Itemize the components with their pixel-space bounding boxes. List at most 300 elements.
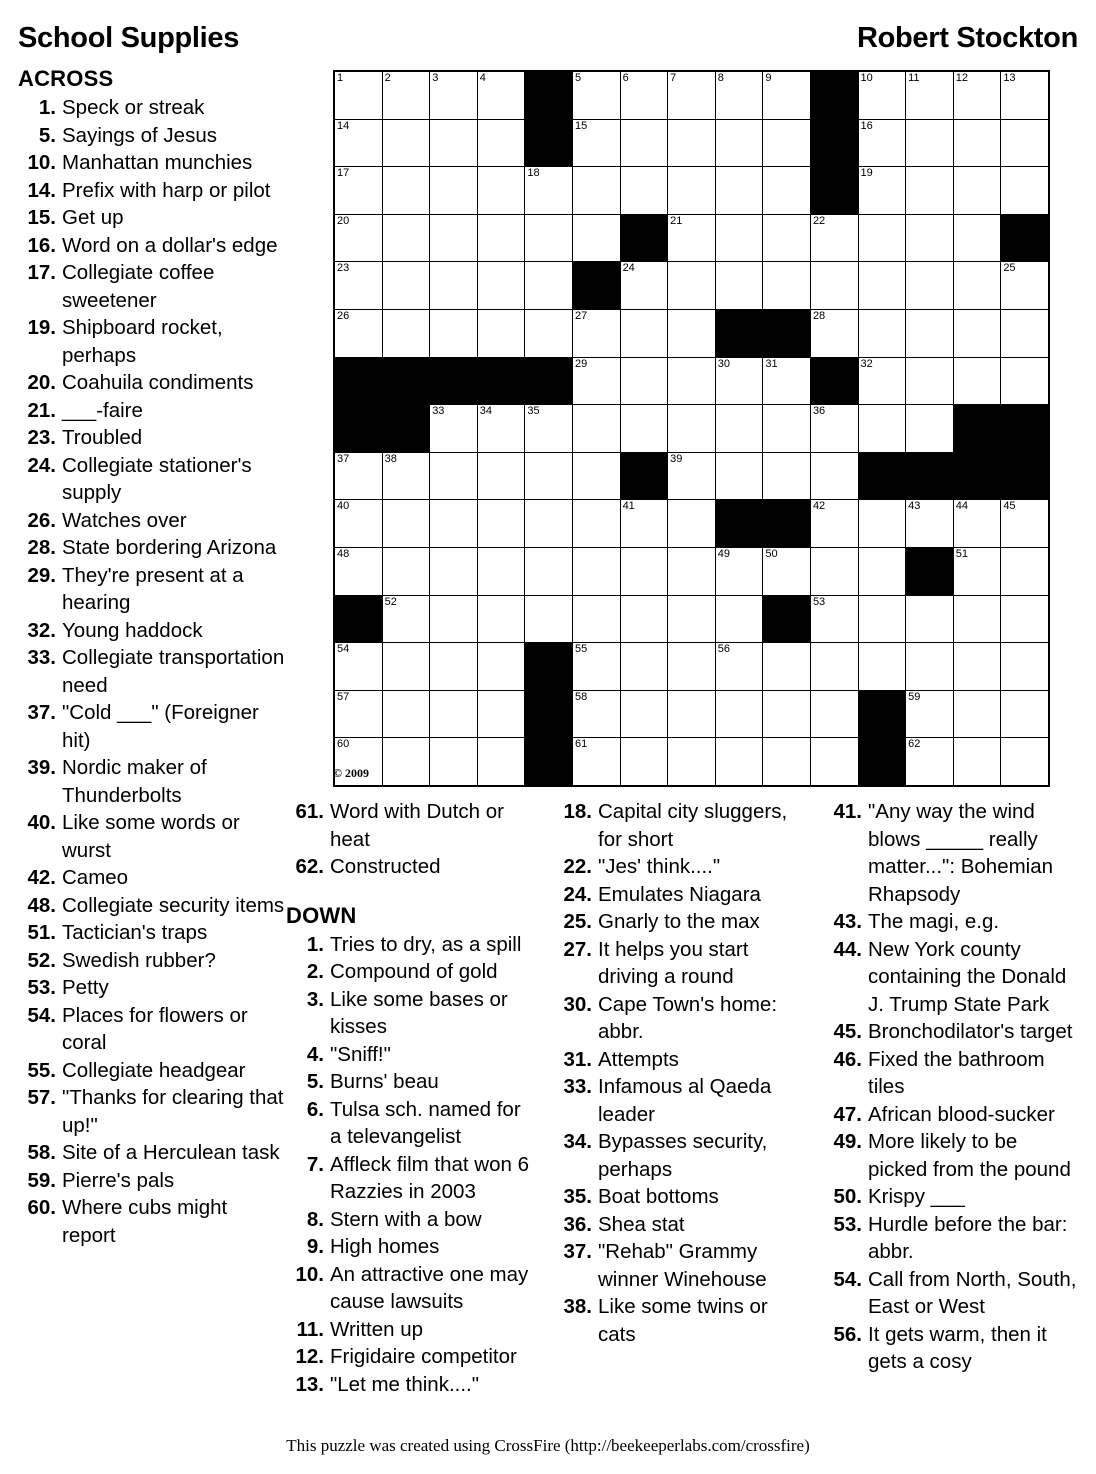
grid-cell[interactable] <box>430 547 478 595</box>
grid-cell[interactable] <box>334 262 382 310</box>
grid-cell[interactable] <box>382 595 430 643</box>
grid-cell[interactable] <box>763 547 811 595</box>
grid-cell[interactable] <box>953 214 1001 262</box>
grid-cell[interactable] <box>1001 690 1049 738</box>
grid-cell[interactable] <box>572 500 620 548</box>
grid-cell[interactable] <box>477 167 525 215</box>
grid-cell[interactable] <box>525 452 573 500</box>
grid-cell[interactable] <box>668 71 716 119</box>
grid-cell[interactable] <box>953 547 1001 595</box>
grid-cell[interactable] <box>620 738 668 786</box>
grid-cell[interactable] <box>906 405 954 453</box>
grid-cell[interactable] <box>858 643 906 691</box>
clue-text: Fixed the bathroom tiles <box>868 1047 1045 1098</box>
across-clue-item <box>18 644 286 699</box>
grid-cell[interactable] <box>525 214 573 262</box>
grid-cell-number: 54 <box>337 643 350 656</box>
grid-cell[interactable] <box>763 738 811 786</box>
grid-cell-number: 22 <box>812 214 826 227</box>
grid-cell[interactable] <box>810 214 858 262</box>
clue-text: Attempts <box>598 1047 679 1071</box>
grid-cell[interactable] <box>477 690 525 738</box>
grid-cell[interactable] <box>382 309 430 357</box>
copyright-notice: © 2009 <box>333 766 369 780</box>
clue-number: 59. <box>27 1168 56 1192</box>
grid-cell[interactable] <box>477 547 525 595</box>
grid-cell[interactable] <box>477 119 525 167</box>
grid-cell[interactable] <box>668 452 716 500</box>
grid-cell-number: 31 <box>765 357 778 370</box>
grid-cell[interactable] <box>1001 262 1049 310</box>
grid-cell-number: 3 <box>432 72 439 84</box>
clue-number: 51. <box>27 921 56 944</box>
across-clue-item <box>18 94 286 122</box>
grid-cell-block <box>620 214 668 262</box>
clue-text: An attractive one may cause lawsuits <box>330 1262 529 1313</box>
grid-cell[interactable] <box>525 262 573 310</box>
grid-cell[interactable] <box>763 262 811 310</box>
grid-cell[interactable] <box>858 357 906 405</box>
down-clue-item <box>824 798 1078 908</box>
grid-cell[interactable] <box>430 690 478 738</box>
clue-text: Pierre's pals <box>62 1168 175 1192</box>
across-clue-item <box>18 1002 286 1057</box>
grid-row <box>334 452 1049 500</box>
clue-text: "Let me think...." <box>330 1372 480 1396</box>
grid-cell[interactable] <box>906 738 954 786</box>
crossword-grid[interactable] <box>333 70 1050 787</box>
grid-cell[interactable] <box>953 595 1001 643</box>
grid-cell[interactable] <box>525 595 573 643</box>
grid-cell[interactable] <box>430 452 478 500</box>
grid-cell[interactable] <box>906 357 954 405</box>
grid-cell[interactable] <box>477 262 525 310</box>
grid-cell[interactable] <box>763 71 811 119</box>
grid-cell[interactable] <box>858 167 906 215</box>
grid-cell[interactable] <box>382 547 430 595</box>
clue-number: 18. <box>563 800 592 823</box>
grid-cell[interactable] <box>334 167 382 215</box>
grid-cell[interactable] <box>906 500 954 548</box>
grid-cell[interactable] <box>715 547 763 595</box>
across-clue-item <box>18 204 286 232</box>
grid-cell[interactable] <box>810 309 858 357</box>
grid-cell[interactable] <box>477 595 525 643</box>
grid-cell[interactable] <box>858 71 906 119</box>
grid-cell[interactable] <box>382 214 430 262</box>
grid-cell-number: 15 <box>574 119 588 132</box>
grid-cell[interactable] <box>763 690 811 738</box>
grid-cell[interactable] <box>572 452 620 500</box>
grid-cell[interactable] <box>953 262 1001 310</box>
across-heading: ACROSS <box>18 66 114 91</box>
clue-number: 37. <box>563 1240 592 1263</box>
grid-cell[interactable] <box>715 738 763 786</box>
grid-cell[interactable] <box>715 643 763 691</box>
down-clue-item <box>286 1261 536 1316</box>
grid-cell[interactable] <box>572 547 620 595</box>
grid-cell[interactable] <box>382 262 430 310</box>
grid-cell[interactable] <box>382 71 430 119</box>
grid-cell[interactable] <box>382 690 430 738</box>
grid-cell[interactable] <box>572 167 620 215</box>
clue-number: 4. <box>306 1042 324 1066</box>
clue-text: Collegiate stationer's supply <box>62 453 252 504</box>
across-clue-item <box>18 892 286 920</box>
grid-cell[interactable] <box>430 71 478 119</box>
clue-number: 53. <box>833 1212 862 1236</box>
grid-cell-block <box>810 167 858 215</box>
grid-cell[interactable] <box>810 405 858 453</box>
grid-cell[interactable] <box>572 71 620 119</box>
down-clue-item <box>554 1073 806 1128</box>
grid-cell[interactable] <box>668 119 716 167</box>
grid-cell[interactable] <box>953 643 1001 691</box>
down-clue-item <box>554 1211 806 1239</box>
grid-cell[interactable] <box>620 71 668 119</box>
down-clue-list-continued <box>554 798 806 1348</box>
down-clue-item <box>286 1151 536 1206</box>
grid-cell[interactable] <box>1001 71 1049 119</box>
grid-cell[interactable] <box>477 643 525 691</box>
grid-cell[interactable] <box>715 357 763 405</box>
grid-cell[interactable] <box>668 547 716 595</box>
grid-cell[interactable] <box>906 214 954 262</box>
grid-cell[interactable] <box>810 643 858 691</box>
grid-cell[interactable] <box>430 214 478 262</box>
grid-cell[interactable] <box>668 500 716 548</box>
grid-cell-number: 20 <box>337 214 350 227</box>
grid-cell[interactable] <box>763 643 811 691</box>
clue-text: Shea stat <box>598 1212 685 1236</box>
grid-cell[interactable] <box>525 405 573 453</box>
grid-cell[interactable] <box>953 71 1001 119</box>
grid-cell[interactable] <box>1001 547 1049 595</box>
grid-cell-number: 50 <box>765 547 778 560</box>
grid-cell[interactable] <box>620 643 668 691</box>
grid-cell-number: 7 <box>670 72 677 84</box>
grid-cell[interactable] <box>620 500 668 548</box>
grid-cell[interactable] <box>715 214 763 262</box>
grid-cell[interactable] <box>430 405 478 453</box>
grid-cell[interactable] <box>430 262 478 310</box>
grid-cell[interactable] <box>334 214 382 262</box>
clue-text: Speck or streak <box>62 96 205 119</box>
grid-cell-number: 17 <box>337 167 350 180</box>
grid-cell[interactable] <box>334 119 382 167</box>
across-clue-item <box>18 754 286 809</box>
clue-number: 47. <box>833 1102 862 1126</box>
grid-cell[interactable] <box>430 738 478 786</box>
grid-cell[interactable] <box>477 71 525 119</box>
grid-cell[interactable] <box>668 357 716 405</box>
grid-cell-block <box>477 357 525 405</box>
grid-cell[interactable] <box>430 595 478 643</box>
grid-cell[interactable] <box>620 405 668 453</box>
clue-number: 33. <box>27 646 56 669</box>
grid-cell[interactable] <box>858 547 906 595</box>
grid-cell[interactable] <box>858 309 906 357</box>
grid-cell[interactable] <box>715 71 763 119</box>
grid-cell[interactable] <box>668 595 716 643</box>
clue-column-2 <box>554 798 806 1398</box>
grid-cell[interactable] <box>430 500 478 548</box>
grid-cell[interactable] <box>858 262 906 310</box>
grid-cell[interactable] <box>620 547 668 595</box>
across-clue-item <box>18 1057 286 1085</box>
down-clue-item <box>554 881 806 909</box>
grid-cell[interactable] <box>906 119 954 167</box>
grid-cell[interactable] <box>477 309 525 357</box>
grid-cell-number: 2 <box>384 72 391 84</box>
clue-number: 10. <box>27 151 56 174</box>
grid-cell[interactable] <box>763 452 811 500</box>
grid-cell[interactable] <box>572 690 620 738</box>
grid-cell[interactable] <box>334 452 382 500</box>
grid-cell[interactable] <box>382 119 430 167</box>
grid-cell[interactable] <box>334 71 382 119</box>
grid-cell-block <box>525 690 573 738</box>
grid-cell[interactable] <box>430 309 478 357</box>
grid-cell-number: 37 <box>337 452 350 465</box>
grid-cell[interactable] <box>763 119 811 167</box>
grid-cell[interactable] <box>572 405 620 453</box>
grid-cell[interactable] <box>810 547 858 595</box>
clue-number: 32. <box>27 618 56 642</box>
grid-cell[interactable] <box>953 309 1001 357</box>
across-clue-item <box>18 534 286 562</box>
across-clue-item <box>18 864 286 892</box>
grid-cell[interactable] <box>525 309 573 357</box>
grid-cell[interactable] <box>620 595 668 643</box>
grid-cell-number: 51 <box>955 547 968 560</box>
clue-text: Call from North, South, East or West <box>868 1267 1077 1318</box>
grid-cell[interactable] <box>382 167 430 215</box>
grid-cell[interactable] <box>906 309 954 357</box>
clue-number: 38. <box>563 1295 592 1318</box>
grid-cell[interactable] <box>1001 738 1049 786</box>
grid-cell[interactable] <box>763 214 811 262</box>
grid-cell[interactable] <box>906 167 954 215</box>
across-clue-item <box>18 424 286 452</box>
grid-cell[interactable] <box>620 262 668 310</box>
grid-row <box>334 357 1049 405</box>
grid-cell[interactable] <box>620 690 668 738</box>
grid-cell[interactable] <box>953 119 1001 167</box>
grid-cell[interactable] <box>715 119 763 167</box>
grid-cell[interactable] <box>906 262 954 310</box>
grid-cell[interactable] <box>668 405 716 453</box>
grid-cell-number: 9 <box>765 72 772 84</box>
down-clue-item <box>554 1128 806 1183</box>
grid-cell[interactable] <box>334 500 382 548</box>
grid-cell[interactable] <box>572 214 620 262</box>
grid-cell-number: 39 <box>670 452 683 465</box>
grid-cell[interactable] <box>763 405 811 453</box>
grid-cell[interactable] <box>382 452 430 500</box>
grid-cell-number: 53 <box>812 595 826 608</box>
grid-cell[interactable] <box>477 452 525 500</box>
across-clue-item <box>18 452 286 507</box>
grid-cell-block <box>763 500 811 548</box>
clue-text: Written up <box>330 1317 424 1341</box>
grid-cell[interactable] <box>572 309 620 357</box>
across-clue-item <box>18 1194 286 1249</box>
grid-cell[interactable] <box>715 262 763 310</box>
clue-number: 33. <box>563 1075 592 1098</box>
clue-text: They're present at a hearing <box>62 563 244 614</box>
grid-cell[interactable] <box>1001 643 1049 691</box>
grid-cell-block <box>1001 452 1049 500</box>
grid-cell[interactable] <box>715 595 763 643</box>
grid-cell[interactable] <box>1001 309 1049 357</box>
grid-cell[interactable] <box>810 452 858 500</box>
clue-text: Where cubs might report <box>62 1196 228 1247</box>
grid-cell[interactable] <box>1001 500 1049 548</box>
down-clue-item <box>286 1343 536 1371</box>
grid-cell[interactable] <box>334 643 382 691</box>
grid-cell[interactable] <box>1001 167 1049 215</box>
grid-cell[interactable] <box>1001 595 1049 643</box>
clue-number: 3. <box>306 987 324 1011</box>
grid-cell[interactable] <box>620 119 668 167</box>
grid-cell-block <box>525 643 573 691</box>
grid-cell[interactable] <box>668 262 716 310</box>
clue-number: 23. <box>27 426 56 449</box>
clue-text: High homes <box>330 1235 440 1258</box>
grid-cell[interactable] <box>334 309 382 357</box>
across-clue-column <box>18 66 286 1249</box>
grid-cell[interactable] <box>477 738 525 786</box>
grid-cell[interactable] <box>953 167 1001 215</box>
clue-number: 40. <box>27 811 56 834</box>
grid-cell[interactable] <box>477 214 525 262</box>
clue-number: 1. <box>38 96 56 119</box>
grid-cell[interactable] <box>382 500 430 548</box>
clue-number: 8. <box>306 1207 324 1231</box>
grid-cell[interactable] <box>906 71 954 119</box>
grid-cell[interactable] <box>810 738 858 786</box>
grid-cell[interactable] <box>858 214 906 262</box>
grid-cell[interactable] <box>430 643 478 691</box>
grid-cell[interactable] <box>572 119 620 167</box>
down-clue-item <box>286 1096 536 1151</box>
grid-cell[interactable] <box>1001 357 1049 405</box>
grid-cell[interactable] <box>382 738 430 786</box>
grid-cell[interactable] <box>953 738 1001 786</box>
grid-cell[interactable] <box>810 500 858 548</box>
grid-cell[interactable] <box>906 690 954 738</box>
grid-cell[interactable] <box>620 167 668 215</box>
grid-cell[interactable] <box>572 357 620 405</box>
grid-cell[interactable] <box>668 309 716 357</box>
grid-cell[interactable] <box>477 405 525 453</box>
grid-cell[interactable] <box>763 357 811 405</box>
down-clue-item <box>554 1183 806 1211</box>
clue-number: 17. <box>27 261 56 284</box>
clue-number: 43. <box>833 910 862 933</box>
clue-number: 31. <box>563 1047 592 1071</box>
grid-cell[interactable] <box>858 500 906 548</box>
grid-cell-number: 11 <box>908 72 920 84</box>
down-clue-list <box>286 931 536 1399</box>
clue-text: Capital city sluggers, for short <box>598 800 788 851</box>
grid-table[interactable] <box>333 70 1050 787</box>
grid-cell-block <box>810 71 858 119</box>
grid-cell[interactable] <box>953 357 1001 405</box>
grid-cell-number: 5 <box>574 72 582 84</box>
clue-number: 5. <box>38 123 56 147</box>
clue-text: African blood-sucker <box>868 1102 1055 1126</box>
grid-cell[interactable] <box>430 119 478 167</box>
grid-cell[interactable] <box>668 167 716 215</box>
grid-cell[interactable] <box>668 643 716 691</box>
grid-cell[interactable] <box>382 643 430 691</box>
grid-cell[interactable] <box>953 690 1001 738</box>
grid-cell[interactable] <box>763 167 811 215</box>
grid-cell[interactable] <box>525 500 573 548</box>
grid-cell[interactable] <box>668 214 716 262</box>
grid-cell[interactable] <box>810 690 858 738</box>
grid-cell[interactable] <box>810 595 858 643</box>
clue-text: Frigidaire competitor <box>330 1345 517 1368</box>
grid-row <box>334 643 1049 691</box>
clue-text: "Jes' think...." <box>598 855 721 878</box>
grid-cell[interactable] <box>477 500 525 548</box>
grid-cell[interactable] <box>525 547 573 595</box>
grid-cell[interactable] <box>572 643 620 691</box>
grid-cell[interactable] <box>810 262 858 310</box>
grid-cell[interactable] <box>668 690 716 738</box>
clue-text: Word on a dollar's edge <box>62 233 278 257</box>
grid-cell[interactable] <box>620 357 668 405</box>
grid-cell[interactable] <box>715 405 763 453</box>
grid-cell-number: 57 <box>337 690 350 703</box>
clue-number: 29. <box>27 563 56 587</box>
grid-cell[interactable] <box>334 690 382 738</box>
clue-number: 13. <box>295 1372 324 1396</box>
grid-cell[interactable] <box>858 595 906 643</box>
grid-cell[interactable] <box>715 167 763 215</box>
across-clue-item <box>18 149 286 177</box>
grid-cell[interactable] <box>668 738 716 786</box>
grid-cell[interactable] <box>715 690 763 738</box>
grid-cell[interactable] <box>525 167 573 215</box>
grid-row <box>334 167 1049 215</box>
clue-text: Compound of gold <box>330 960 498 983</box>
grid-cell[interactable] <box>572 595 620 643</box>
grid-cell-number: 56 <box>717 643 730 656</box>
grid-cell[interactable] <box>953 500 1001 548</box>
grid-cell[interactable] <box>620 309 668 357</box>
clue-text: More likely to be picked from the pound <box>868 1130 1071 1181</box>
grid-cell[interactable] <box>334 547 382 595</box>
grid-cell[interactable] <box>858 405 906 453</box>
grid-cell[interactable] <box>430 167 478 215</box>
across-clue-list <box>18 94 286 1249</box>
clue-number: 44. <box>833 937 862 961</box>
grid-cell[interactable] <box>906 595 954 643</box>
clue-text: Prefix with harp or pilot <box>62 178 271 202</box>
grid-cell[interactable] <box>1001 119 1049 167</box>
down-clue-item <box>824 1321 1078 1376</box>
across-clue-item <box>18 397 286 425</box>
grid-row <box>334 547 1049 595</box>
grid-cell[interactable] <box>906 643 954 691</box>
grid-cell[interactable] <box>858 119 906 167</box>
grid-cell[interactable] <box>572 738 620 786</box>
grid-cell[interactable] <box>715 452 763 500</box>
